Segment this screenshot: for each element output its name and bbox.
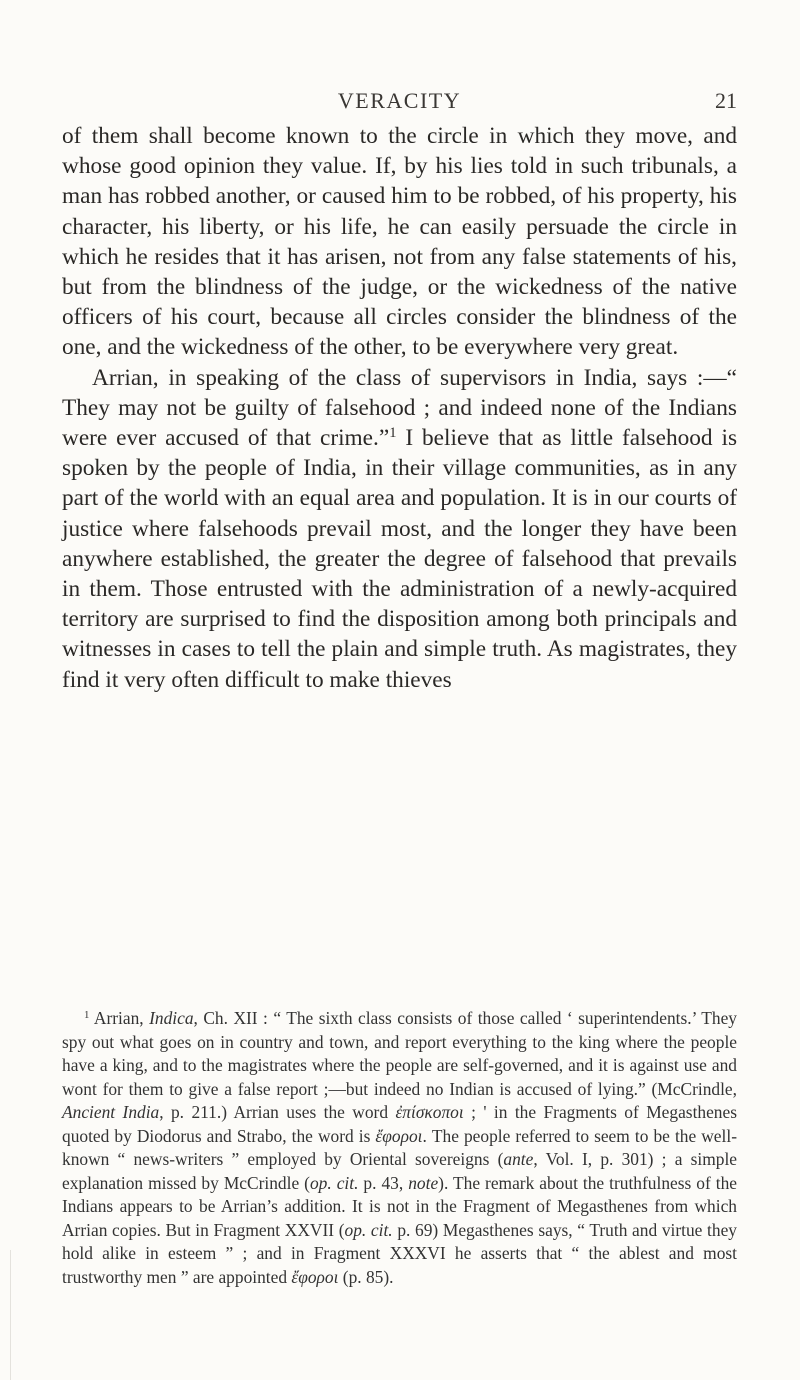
greek-word: ἔφοροι — [291, 1266, 339, 1287]
greek-word: ἐπίσκοποι — [395, 1102, 464, 1122]
footnote-text: ). The remark about the truthfulness of the Indians appears to be Arrian’s addition. It is not in the Fragment of Megasthenes from which Arrian copies. But in Fragment XXVII ( — [62, 1172, 737, 1240]
footnote-text: , p. 211.) Arrian uses the word — [159, 1102, 396, 1122]
footnote-text: Arrian, — [89, 1008, 150, 1028]
footnote-marker: 1 — [84, 1009, 90, 1022]
footnote-text: (p. 85). — [338, 1266, 394, 1287]
running-head — [62, 88, 737, 118]
paragraph — [62, 363, 737, 695]
footnote — [62, 1007, 737, 1289]
footnote-citation: op. cit. — [344, 1219, 393, 1240]
footnote-text: , Ch. XII : “ The sixth class consists of those called ‘ superintendents.’ They spy out what goes on in country and town, and report everything to the king where the people have a king, and to the magistrates where the people are self-governed, and it is against use and wont for them to give a false report ;—but indeed no Indian is accused of lying.” (McCrindle, — [62, 1008, 737, 1099]
footnote-citation: ante — [503, 1149, 534, 1169]
footnote-citation: op. cit. — [309, 1172, 359, 1193]
footnote-text: ; ' in the Fragments of Megasthenes quoted by Diodorus and Strabo, the word is — [62, 1102, 737, 1146]
greek-word: ἔφοροι — [375, 1125, 423, 1146]
page-number: 21 — [715, 88, 737, 113]
footnote-title: Indica — [149, 1008, 194, 1028]
paragraph-text: Arrian, in speaking of the class of supervisors in India, says :—“ They may not be guilty of falsehood ; and indeed none of the Indians were ever accused of that crime.” — [62, 364, 737, 452]
running-title: VERACITY — [337, 88, 462, 113]
footnote-title: Ancient India — [62, 1102, 160, 1122]
footnote-text: p. 43, — [358, 1172, 409, 1193]
footnote-citation: note — [408, 1172, 439, 1193]
footnotes — [62, 1007, 737, 1289]
body-text — [62, 121, 737, 695]
footnote-reference: 1 — [389, 425, 397, 442]
footnote-text: , Vol. I, p. 301) ; a simple explanation missed by McCrindle ( — [62, 1149, 738, 1193]
paragraph: of them shall become known to the circle in which they move, and whose good opinion they value. If, by his lies told in such tribunals, a man has robbed another, or caused him to be robbed, of his property, his character, his liberty, or his life, he can easily persuade the circle in which he resides that it has arisen, not from any false statements of his, but from the blindness of the judge, or the wickedness of the native officers of his court, because all circles consider the blindness of the one, and the wickedness of the other, to be everywhere very great. — [62, 123, 737, 361]
footnote-text: . The people referred to seem to be the well-known “ news-writers ” employed by Oriental sovereigns ( — [62, 1125, 737, 1169]
page-edge-shadow — [10, 1250, 11, 1380]
footnote-text: p. 69) Megasthenes says, “ Truth and virtue they hold alike in esteem ” ; and in Fragment XXXVI he asserts that “ the ablest and most trustworthy men ” are appointed — [62, 1219, 737, 1287]
paragraph-text: I believe that as little falsehood is spoken by the people of India, in their village communities, as in any part of the world with an equal area and population. It is in our courts of justice where falsehoods prevail most, and the longer they have been anywhere established, the greater the degree of falsehood that prevails in them. Those entrusted with the administration of a newly-acquired territory are surprised to find the disposition among both principals and witnesses in cases to tell the plain and simple truth. As magistrates, they find it very often difficult to make thieves — [62, 425, 738, 693]
